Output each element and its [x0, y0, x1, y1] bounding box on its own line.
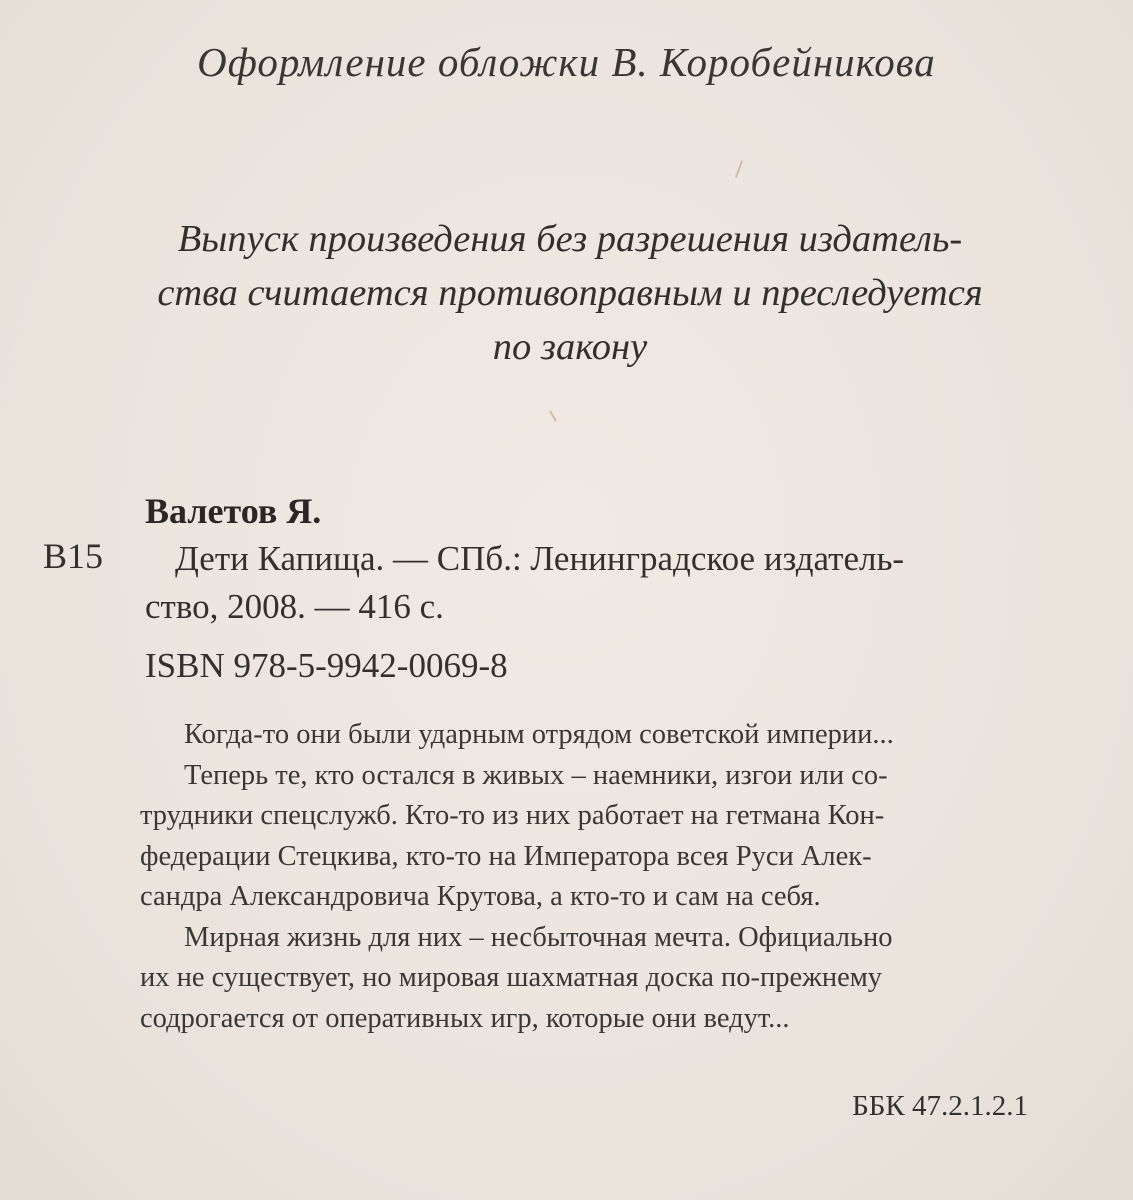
- isbn: ISBN 978-5-9942-0069-8: [145, 646, 508, 685]
- annotation-line: сандра Александровича Крутова, а кто-то и сам на себя.: [140, 881, 821, 912]
- annotation-line: их не существует, но мировая шахматная доска по-прежнему: [140, 962, 883, 993]
- annotation-line: федерации Стецкива, кто-то на Императора всея Руси Алек-: [140, 840, 872, 872]
- notice-line: по закону: [492, 326, 648, 368]
- bbk-classification: ББК 47.2.1.2.1: [852, 1090, 1028, 1122]
- annotation-line: трудники спецслужб. Кто-то из них работает на гетмана Кон-: [140, 800, 885, 831]
- book-annotation: [140, 715, 1040, 1039]
- cover-design-credit: Оформление обложки В. Коробейникова: [197, 39, 936, 85]
- annotation-line: Когда-то они были ударным отрядом советской империи...: [184, 719, 894, 750]
- paper-mark: [735, 160, 743, 178]
- paper-mark: [549, 410, 557, 421]
- biblio-line: Дети Капища. — СПб.: Ленинградское издатель-: [175, 539, 905, 578]
- biblio-line: ство, 2008. — 416 с.: [145, 587, 444, 626]
- annotation-line: Теперь те, кто остался в живых – наемники, изгои или со-: [184, 759, 888, 791]
- copyright-notice: [70, 212, 1070, 374]
- notice-line: ства считается противоправным и преследуется: [157, 272, 983, 314]
- annotation-line: Мирная жизнь для них – несбыточная мечта. Официально: [184, 921, 893, 953]
- author-name: Валетов Я.: [145, 491, 322, 531]
- library-code: В15: [43, 536, 104, 576]
- notice-line: Выпуск произведения без разрешения издатель-: [177, 218, 963, 260]
- annotation-line: содрогается от оперативных игр, которые они ведут...: [140, 1002, 790, 1034]
- bibliographic-description: [145, 535, 1035, 631]
